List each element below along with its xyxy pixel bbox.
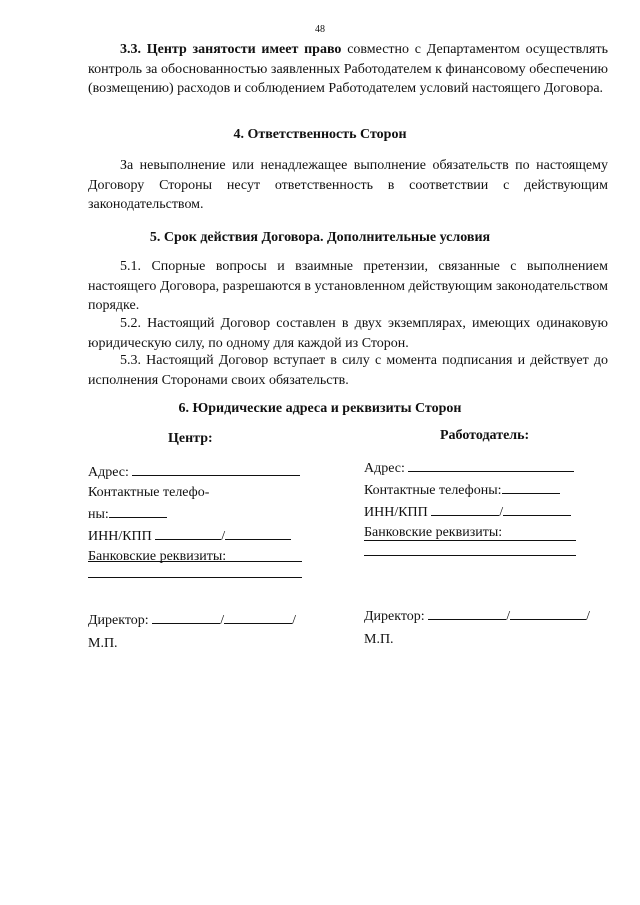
center-bank-label: Банковские реквизиты: <box>88 549 227 564</box>
center-director-label: Директор: <box>88 613 149 628</box>
employer-seal: М.П. <box>364 632 394 647</box>
employer-phones-label: Контактные телефоны: <box>364 483 502 498</box>
employer-inn-line <box>364 501 594 523</box>
employer-phones-blank <box>502 479 560 494</box>
center-address-blank <box>132 461 300 476</box>
employer-director-label: Директор: <box>364 609 425 624</box>
employer-director-name-blank <box>510 605 586 620</box>
center-kpp-blank <box>225 525 291 540</box>
center-details <box>88 461 318 567</box>
employer-director-slash-1: / <box>506 609 511 624</box>
clause-3-3-lead: 3.3. Центр занятости имеет право <box>120 42 342 57</box>
section-4-heading: 4. Ответственность Сторон <box>233 127 407 142</box>
clause-3-3 <box>88 40 608 99</box>
center-title: Центр: <box>168 431 213 446</box>
employer-director-sign-blank <box>428 605 506 620</box>
center-inn-blank <box>155 525 221 540</box>
employer-kpp-blank <box>503 501 571 516</box>
employer-bank-rule-1 <box>364 540 576 541</box>
center-bank-rule-1 <box>88 561 302 562</box>
center-address-label: Адрес: <box>88 465 129 480</box>
center-phones-label: Контактные телефо- <box>88 485 210 500</box>
employer-address-line <box>364 457 594 479</box>
page-number: 48 <box>315 24 325 35</box>
center-seal: М.П. <box>88 636 118 651</box>
employer-inn-blank <box>431 501 499 516</box>
clause-5-2: 5.2. Настоящий Договор составлен в двух экземплярах, имеющих одинаковую юридическую силу, по одному для каждой из Сторон. <box>88 316 608 351</box>
section-4-text: За невыполнение или ненадлежащее выполнение обязательств по настоящему Договору Стороны несут ответственность в соответствии с действующим законодательством. <box>88 158 608 212</box>
center-phones-blank <box>109 503 167 518</box>
employer-title: Работодатель: <box>440 428 530 443</box>
employer-director-slash-2: / <box>586 609 590 624</box>
center-director-sign-blank <box>152 609 220 624</box>
employer-address-blank <box>408 457 574 472</box>
center-inn-line <box>88 525 318 547</box>
center-address-line <box>88 461 318 483</box>
section-5-heading: 5. Срок действия Договора. Дополнительные условия <box>149 230 491 245</box>
center-bank-rule-2 <box>88 577 302 578</box>
employer-bank-rule-2 <box>364 555 576 556</box>
employer-inn-label: ИНН/КПП <box>364 505 428 520</box>
center-inn-label: ИНН/КПП <box>88 529 152 544</box>
center-phones-line <box>88 503 318 525</box>
employer-bank-label: Банковские реквизиты: <box>364 525 503 540</box>
clause-5-3: 5.3. Настоящий Договор вступает в силу с момента подписания и действует до исполнения Сторонами своих обязательств. <box>88 353 608 388</box>
clause-5-1: 5.1. Спорные вопросы и взаимные претензии, связанные с выполнением настоящего Договора, разрешаются в установленном действующим законодательством порядке. <box>88 259 608 313</box>
employer-address-label: Адрес: <box>364 461 405 476</box>
center-director-name-blank <box>224 609 292 624</box>
center-director-slash-2: / <box>292 613 296 628</box>
clause-3-3-text: совместно с Департаментом осуществлять контроль за обоснованностью заявленных Работодателем к финансовому обеспечению (возмещению) расходов и соблюдением Работодателем условий настоящего Договора. <box>88 42 608 96</box>
employer-inn-slash: / <box>499 505 504 520</box>
employer-phones-line <box>364 479 594 501</box>
employer-director-line <box>364 605 624 627</box>
center-inn-slash: / <box>221 529 226 544</box>
employer-details <box>364 457 594 543</box>
center-phones-label-2: ны: <box>88 507 109 522</box>
center-director-slash-1: / <box>220 613 225 628</box>
center-director-line <box>88 609 328 631</box>
section-6-heading: 6. Юридические адреса и реквизиты Сторон <box>178 401 462 416</box>
